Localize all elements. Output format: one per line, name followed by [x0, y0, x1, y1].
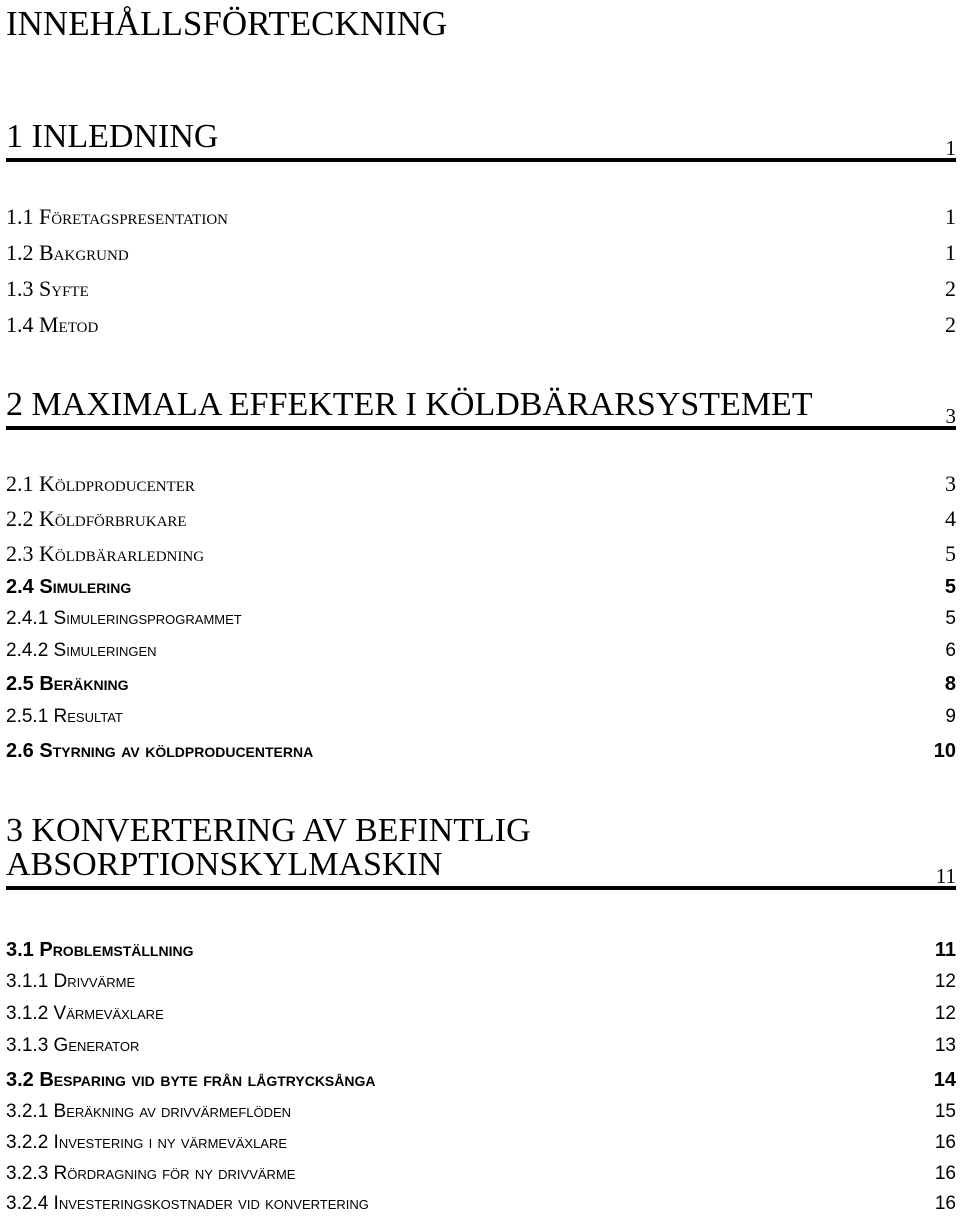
toc-entry-chapter-1[interactable]: [6, 118, 956, 162]
toc-entry-3-2-2[interactable]: [6, 1131, 956, 1157]
toc-entry-label: 2.3 Köldbärarledning: [6, 541, 205, 566]
toc-entry-label: 2.5.1 Resultat: [6, 706, 123, 727]
toc-entry-2-5[interactable]: [6, 671, 956, 699]
toc-entry-label: 3.1.1 Drivvärme: [6, 971, 136, 992]
toc-entry-3-1-2[interactable]: [6, 1002, 956, 1028]
toc-entry-page: 1: [945, 136, 956, 160]
toc-entry-page: 12: [934, 971, 956, 992]
toc-entry-page: 1: [945, 204, 956, 229]
toc-entry-page: 8: [944, 673, 956, 695]
toc-page: [6, 0, 956, 1216]
toc-entry-label: 3.2 Besparing vid byte från lågtrycksånga: [6, 1069, 376, 1091]
toc-entry-3-1[interactable]: [6, 937, 956, 965]
toc-entry-page: 9: [945, 706, 956, 727]
toc-entry-2-5-1[interactable]: [6, 705, 956, 731]
toc-entry-label: 2 MAXIMALA EFFEKTER I KÖLDBÄRARSYSTEMET: [6, 386, 813, 423]
toc-entry-page: 3: [945, 471, 956, 496]
toc-entry-label-line-1: 3 KONVERTERING AV BEFINTLIG: [6, 812, 531, 849]
toc-entry-label: 3.2.1 Beräkning av drivvärmeflöden: [6, 1101, 292, 1122]
toc-entry-chapter-2[interactable]: [6, 386, 956, 430]
toc-entry-2-6[interactable]: [6, 738, 956, 766]
toc-entry-label: 3.2.3 Rördragning för ny drivvärme: [6, 1163, 296, 1184]
toc-entry-page: 5: [945, 541, 956, 566]
toc-entry-page: 13: [934, 1035, 956, 1056]
toc-entry-page: 14: [933, 1069, 956, 1091]
toc-entry-2-2[interactable]: [6, 506, 956, 534]
toc-entry-1-1[interactable]: [6, 204, 956, 232]
toc-entry-3-2[interactable]: [6, 1067, 956, 1095]
toc-entry-1-4[interactable]: [6, 312, 956, 340]
toc-entry-page: 1: [945, 240, 956, 265]
toc-entry-page: 12: [934, 1003, 956, 1024]
toc-entry-label: 1.4 Metod: [6, 312, 99, 337]
toc-entry-label: 2.5 Beräkning: [6, 673, 129, 695]
toc-entry-label: 3.1.3 Generator: [6, 1035, 140, 1056]
toc-entry-label: 2.2 Köldförbrukare: [6, 506, 187, 531]
toc-entry-label: 2.6 Styrning av köldproducenterna: [6, 740, 314, 762]
toc-entry-chapter-3[interactable]: [6, 812, 956, 890]
toc-entry-page: 10: [933, 740, 956, 762]
toc-entry-label: 2.4.2 Simuleringen: [6, 640, 157, 661]
toc-entry-3-1-3[interactable]: [6, 1034, 956, 1060]
toc-entry-label: 2.1 Köldproducenter: [6, 471, 195, 496]
toc-entry-page: 16: [934, 1132, 956, 1153]
toc-entry-label: 3.2.4 Investeringskostnader vid konvertering: [6, 1193, 369, 1214]
toc-entry-2-4[interactable]: [6, 574, 956, 602]
toc-entry-page: 16: [934, 1193, 956, 1214]
toc-entry-page: 15: [934, 1101, 956, 1122]
toc-entry-label: 1.3 Syfte: [6, 276, 89, 301]
toc-entry-3-1-1[interactable]: [6, 970, 956, 996]
toc-entry-page: 4: [945, 506, 956, 531]
toc-entry-page: 3: [945, 404, 956, 428]
toc-entry-label: 2.4 Simulering: [6, 576, 132, 598]
toc-entry-page: 11: [935, 864, 956, 888]
toc-entry-page: 11: [934, 939, 956, 961]
toc-entry-label: 3.1 Problemställning: [6, 939, 194, 961]
toc-entry-page: 5: [944, 576, 956, 598]
toc-entry-page: 16: [934, 1163, 956, 1184]
toc-entry-page: 2: [945, 276, 956, 301]
toc-entry-label-line-2: ABSORPTIONSKYLMASKIN: [6, 846, 443, 883]
toc-entry-3-2-1[interactable]: [6, 1100, 956, 1126]
toc-entry-page: 6: [945, 640, 956, 661]
toc-entry-label: 2.4.1 Simuleringsprogrammet: [6, 608, 242, 629]
toc-entry-3-2-4[interactable]: [6, 1192, 956, 1218]
toc-entry-2-1[interactable]: [6, 471, 956, 499]
toc-entry-2-3[interactable]: [6, 541, 956, 569]
toc-entry-label: 3.1.2 Värmeväxlare: [6, 1003, 164, 1024]
toc-entry-3-2-3[interactable]: [6, 1162, 956, 1188]
toc-entry-2-4-2[interactable]: [6, 639, 956, 665]
toc-entry-page: 2: [945, 312, 956, 337]
toc-entry-1-3[interactable]: [6, 276, 956, 304]
toc-entry-label: 1 INLEDNING: [6, 118, 219, 155]
toc-entry-2-4-1[interactable]: [6, 607, 956, 633]
toc-entry-label: 3.2.2 Investering i ny värmeväxlare: [6, 1132, 288, 1153]
toc-entry-label: 1.1 Företagspresentation: [6, 204, 229, 229]
toc-entry-page: 5: [945, 608, 956, 629]
toc-entry-1-2[interactable]: [6, 240, 956, 268]
toc-entry-label: 1.2 Bakgrund: [6, 240, 129, 265]
toc-title: INNEHÅLLSFÖRTECKNING: [6, 4, 448, 43]
